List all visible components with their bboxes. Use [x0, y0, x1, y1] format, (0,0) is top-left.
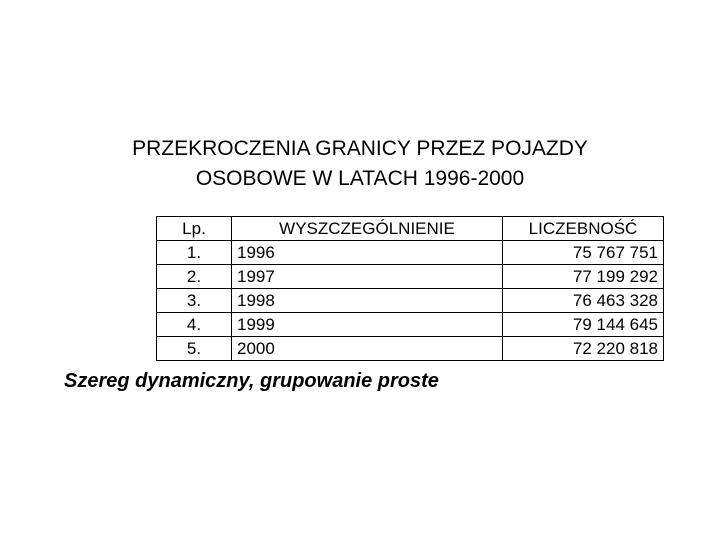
cell-name: 2000	[232, 337, 503, 361]
cell-count: 75 767 751	[503, 241, 664, 265]
cell-count: 79 144 645	[503, 313, 664, 337]
cell-name: 1998	[232, 289, 503, 313]
caption: Szereg dynamiczny, grupowanie proste	[64, 370, 439, 392]
title-line-1: PRZEKROCZENIA GRANICY PRZEZ POJAZDY	[132, 137, 588, 160]
cell-lp: 1.	[157, 241, 232, 265]
cell-lp: 2.	[157, 265, 232, 289]
cell-lp: 5.	[157, 337, 232, 361]
header-name: WYSZCZEGÓLNIENIE	[232, 217, 503, 241]
cell-count: 76 463 328	[503, 289, 664, 313]
data-table	[156, 216, 664, 361]
header-count: LICZEBNOŚĆ	[503, 217, 664, 241]
cell-lp: 4.	[157, 313, 232, 337]
header-lp: Lp.	[157, 217, 232, 241]
page-title	[0, 134, 720, 194]
cell-name: 1999	[232, 313, 503, 337]
title-line-2: OSOBOWE W LATACH 1996-2000	[195, 167, 525, 190]
table-header-row	[157, 217, 664, 241]
cell-name: 1996	[232, 241, 503, 265]
table-row	[157, 289, 664, 313]
cell-count: 72 220 818	[503, 337, 664, 361]
cell-name: 1997	[232, 265, 503, 289]
table-row	[157, 241, 664, 265]
table-row	[157, 265, 664, 289]
cell-count: 77 199 292	[503, 265, 664, 289]
cell-lp: 3.	[157, 289, 232, 313]
table-row	[157, 313, 664, 337]
table-row	[157, 337, 664, 361]
